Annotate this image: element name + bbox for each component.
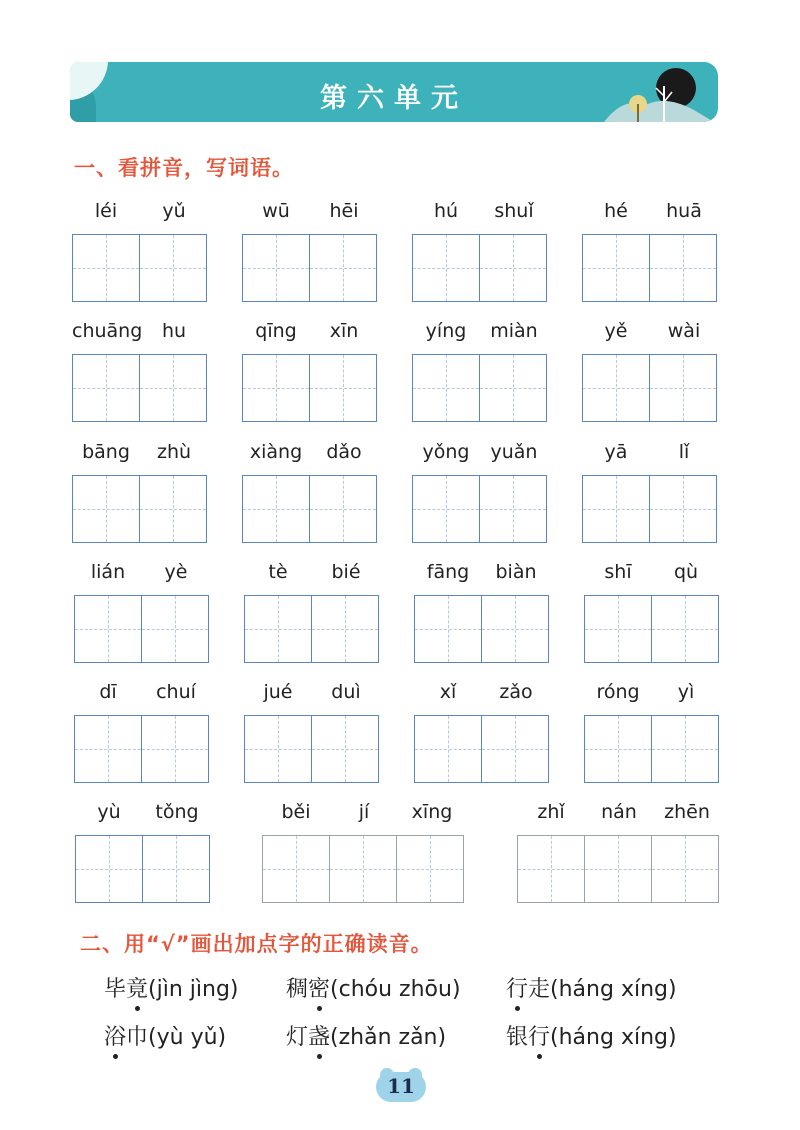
pinyin-syllable: běi [281,801,311,823]
pinyin-syllable: yíng [425,320,467,342]
dotted-char: 密 [308,972,330,1003]
tianzige-box[interactable] [397,835,464,903]
writing-boxes [517,835,719,903]
tianzige-box[interactable] [517,835,585,903]
pinyin-options[interactable]: (jìn jìng) [148,977,239,1002]
tianzige-box[interactable] [310,475,377,543]
tianzige-box[interactable] [244,715,312,783]
tianzige-box[interactable] [482,715,549,783]
reading-choice-item [506,972,677,1003]
pinyin-syllable: shuǐ [494,200,534,222]
pinyin-syllable: chuí [156,681,196,703]
tianzige-box[interactable] [582,234,650,302]
writing-boxes [244,715,379,783]
pinyin-syllable: lǐ [678,441,690,463]
tianzige-box[interactable] [412,354,480,422]
tianzige-box[interactable] [142,715,209,783]
tianzige-box[interactable] [140,354,207,422]
tianzige-box[interactable] [72,354,140,422]
pinyin-syllable: zǎo [499,681,533,703]
pinyin-syllable: tǒng [155,801,199,823]
pinyin-syllable: yǒng [422,441,470,463]
tianzige-box[interactable] [262,835,330,903]
pinyin-syllable: miàn [490,320,538,342]
pinyin-options[interactable]: (háng xíng) [550,1025,677,1050]
tianzige-box[interactable] [414,715,482,783]
writing-boxes [414,595,549,663]
dotted-char: 行 [506,972,528,1003]
pinyin-syllable: hé [604,200,628,222]
pinyin-syllable: zhù [156,441,192,463]
pinyin-syllable: wài [667,320,701,342]
tianzige-box[interactable] [584,715,652,783]
pinyin-syllable: qù [673,561,699,583]
tianzige-box[interactable] [650,475,717,543]
writing-boxes [74,595,209,663]
tianzige-box[interactable] [584,595,652,663]
pinyin-syllable: yuǎn [490,441,538,463]
pinyin-syllable: yǔ [162,200,186,222]
word-char: 银 [506,1025,529,1050]
section-1-title: 一、看拼音，写词语。 [74,156,294,180]
tianzige-box[interactable] [650,234,717,302]
reading-choice-item [286,1020,446,1051]
writing-boxes [72,475,207,543]
writing-boxes [72,234,207,302]
tianzige-box[interactable] [143,835,210,903]
pinyin-syllable: dī [99,681,117,703]
pinyin-syllable: xīn [329,320,359,342]
reading-choice-item [104,972,239,1003]
tianzige-box[interactable] [242,475,310,543]
pinyin-syllable: dǎo [326,441,362,463]
tianzige-box[interactable] [482,595,549,663]
pinyin-syllable: qīng [255,320,297,342]
reading-choice-item [286,972,461,1003]
pinyin-syllable: xīng [411,801,453,823]
unit-title: 第六单元 [320,83,468,114]
writing-boxes [412,354,547,422]
tianzige-box[interactable] [652,595,719,663]
writing-boxes [242,354,377,422]
pinyin-options[interactable]: (chóu zhōu) [330,977,461,1002]
writing-boxes [74,715,209,783]
writing-boxes [584,595,719,663]
pinyin-syllable: hēi [329,200,359,222]
tianzige-box[interactable] [72,234,140,302]
pinyin-syllable: yā [604,441,628,463]
tianzige-box[interactable] [412,234,480,302]
tianzige-box[interactable] [480,475,547,543]
tianzige-box[interactable] [75,835,143,903]
tianzige-box[interactable] [244,595,312,663]
pinyin-syllable: biàn [495,561,537,583]
tianzige-box[interactable] [242,354,310,422]
tianzige-box[interactable] [650,354,717,422]
pinyin-syllable: hu [161,320,187,342]
tianzige-box[interactable] [312,715,379,783]
tianzige-box[interactable] [652,835,719,903]
dotted-char: 盏 [308,1020,330,1051]
pinyin-syllable: xǐ [439,681,457,703]
pinyin-syllable: duì [331,681,361,703]
writing-boxes [244,595,379,663]
writing-boxes [584,715,719,783]
word-char: 走 [528,977,551,1002]
tianzige-box[interactable] [480,234,547,302]
pinyin-syllable: jí [358,801,370,823]
writing-boxes [242,234,377,302]
tree-moon-illustration [604,66,714,122]
tianzige-box[interactable] [310,354,377,422]
pinyin-syllable: yě [604,320,628,342]
pinyin-syllable: huā [666,200,702,222]
pinyin-syllable: lián [90,561,126,583]
pinyin-syllable: jué [263,681,293,703]
pinyin-syllable: wū [262,200,290,222]
pinyin-options[interactable]: (háng xíng) [550,977,677,1002]
tianzige-box[interactable] [585,835,652,903]
tianzige-box[interactable] [140,475,207,543]
pinyin-syllable: shī [604,561,632,583]
pinyin-syllable: róng [596,681,640,703]
dotted-char: 竟 [126,972,148,1003]
tianzige-box[interactable] [242,234,310,302]
tianzige-box[interactable] [330,835,397,903]
reading-choice-item [104,1020,226,1051]
pinyin-syllable: hú [433,200,459,222]
page-number-badge [376,1068,426,1104]
dotted-char: 行 [528,1020,550,1051]
tianzige-box[interactable] [582,354,650,422]
pinyin-options[interactable]: (zhǎn zǎn) [330,1025,447,1050]
page-number: 11 [387,1074,415,1098]
pinyin-syllable: yì [677,681,695,703]
pinyin-syllable: xiàng [249,441,303,463]
pinyin-options[interactable]: (yù yǔ) [148,1025,227,1050]
tianzige-box[interactable] [480,354,547,422]
writing-boxes [414,715,549,783]
tianzige-box[interactable] [414,595,482,663]
tianzige-box[interactable] [74,595,142,663]
writing-boxes [582,475,717,543]
writing-boxes [262,835,464,903]
reading-choice-item [506,1020,677,1051]
pinyin-syllable: léi [94,200,118,222]
writing-boxes [582,234,717,302]
writing-boxes [412,234,547,302]
tianzige-box[interactable] [74,715,142,783]
pinyin-syllable: bié [331,561,361,583]
pinyin-syllable: zhǐ [537,801,565,823]
pinyin-syllable: chuāng [72,320,143,342]
tianzige-box[interactable] [652,715,719,783]
writing-boxes [582,354,717,422]
writing-boxes [72,354,207,422]
dotted-char: 浴 [104,1020,126,1051]
pinyin-syllable: nán [601,801,637,823]
tianzige-box[interactable] [140,234,207,302]
pinyin-syllable: fāng [426,561,470,583]
pinyin-syllable: yù [97,801,121,823]
tianzige-box[interactable] [582,475,650,543]
pinyin-syllable: tè [268,561,288,583]
word-char: 稠 [286,977,309,1002]
tianzige-box[interactable] [312,595,379,663]
writing-boxes [412,475,547,543]
word-char: 毕 [104,977,127,1002]
pinyin-syllable: zhēn [664,801,710,823]
tianzige-box[interactable] [310,234,377,302]
tianzige-box[interactable] [142,595,209,663]
writing-boxes [242,475,377,543]
word-char: 巾 [126,1025,149,1050]
word-char: 灯 [286,1025,309,1050]
writing-boxes [75,835,210,903]
pinyin-syllable: yè [164,561,188,583]
tianzige-box[interactable] [72,475,140,543]
tianzige-box[interactable] [412,475,480,543]
pinyin-syllable: bāng [82,441,130,463]
unit-banner [70,62,718,122]
section-2-title: 二、用“√”画出加点字的正确读音。 [80,932,433,956]
